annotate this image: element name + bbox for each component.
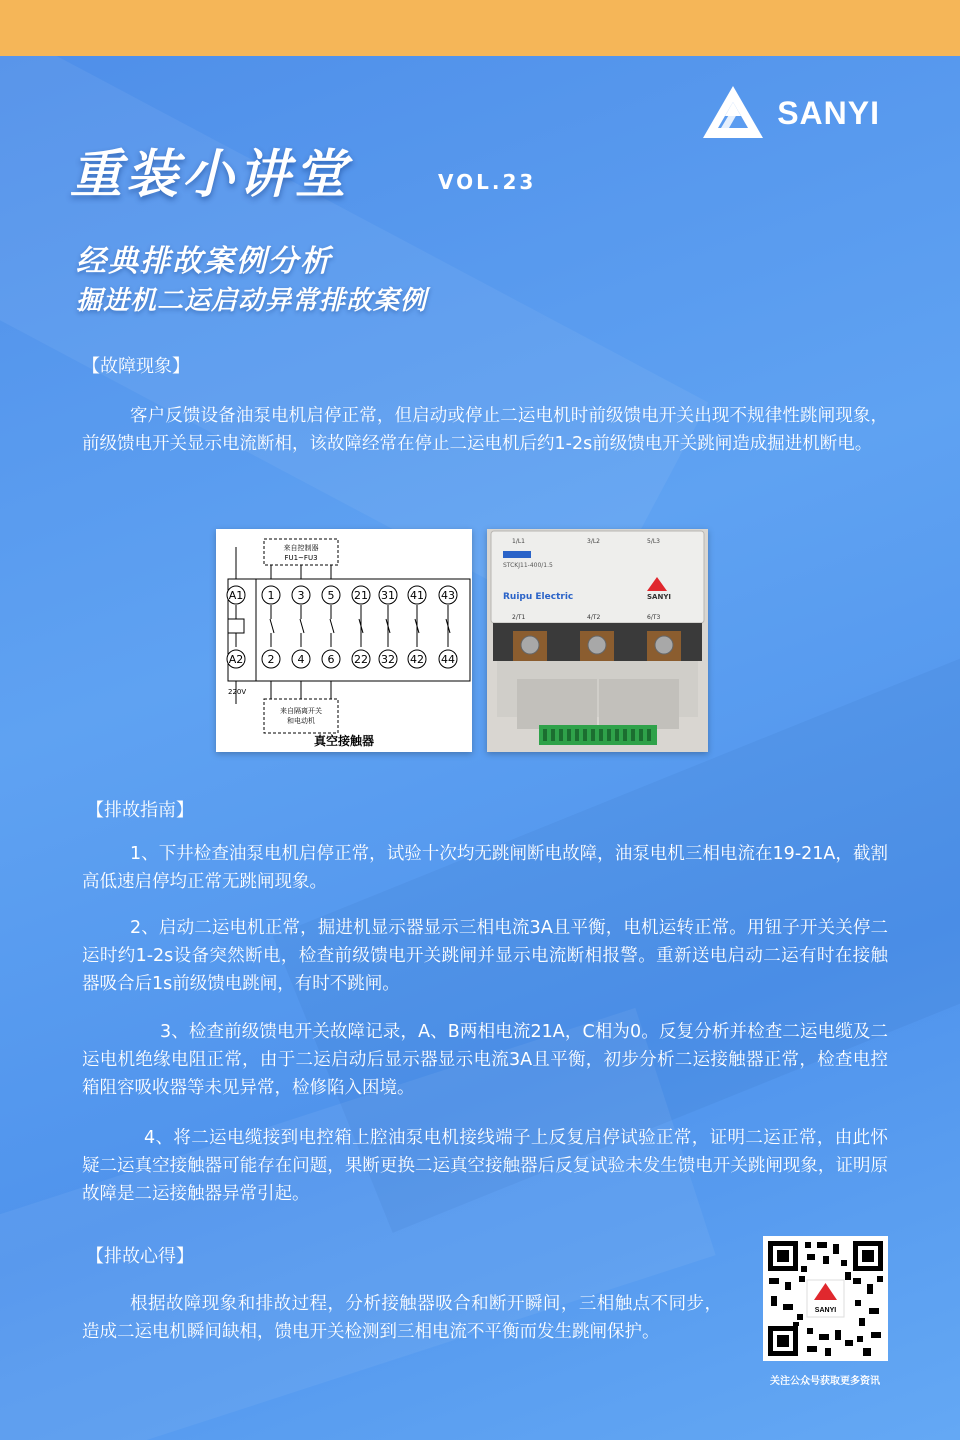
photo-terminal-label: 1/L1 <box>512 538 525 545</box>
photo-logo-text: SANYI <box>647 593 671 601</box>
diagram-bottom-box-line1: 来自隔离开关 <box>280 707 322 715</box>
terminal-label: 4 <box>297 653 305 666</box>
terminal-label: 43 <box>441 589 455 602</box>
photo-terminal-label: 4/T2 <box>587 614 601 621</box>
photo-terminal-label: 5/L3 <box>647 538 660 545</box>
terminal-label: 42 <box>410 653 424 666</box>
terminal-label: 41 <box>410 589 424 602</box>
diagram-top-box-line1: 来自控制器 <box>283 544 319 552</box>
brand-logo <box>701 84 880 142</box>
symptom-paragraph: 客户反馈设备油泵电机启停正常，但启动或停止二运电机时前级馈电开关出现不规律性跳闸现象，前级馈电开关显示电流断相，该故障经常在停止二运电机后约1-2s前级馈电开关跳闸造成掘进机断电。 <box>82 406 888 454</box>
terminal-label: 1 <box>267 589 275 602</box>
qr-code[interactable] <box>763 1236 888 1361</box>
contactor-wiring-diagram <box>216 529 472 752</box>
photo-terminal-label: 6/T3 <box>647 614 661 621</box>
insight-paragraph: 根据故障现象和排故过程，分析接触器吸合和断开瞬间，三相触点不同步，造成二运电机瞬间缺相，馈电开关检测到三相电流不平衡而发生跳闸保护。 <box>82 1294 722 1342</box>
diagram-top-box-line2: FU1~FU3 <box>284 554 318 562</box>
terminal-label: 44 <box>441 653 455 666</box>
diagram-voltage: 220V <box>228 688 247 696</box>
section-heading-insight: 【排故心得】 <box>86 1246 194 1267</box>
terminal-label: 21 <box>354 589 368 602</box>
guide-step-2: 2、启动二运电机正常，掘进机显示器显示三相电流3A且平衡，电机运转正常。用钮子开关关停二运时约1-2s设备突然断电，检查前级馈电开关跳闸并显示电流断相报警。重新送电启动二运有时在接触器吸合后1s前级馈电跳闸，有时不跳闸。 <box>82 918 888 994</box>
wiring-diagram-svg <box>216 529 472 752</box>
qr-logo-text: SANYI <box>814 1307 837 1314</box>
qr-caption: 关注公众号获取更多资讯 <box>770 1376 880 1387</box>
section-heading-guide: 【排故指南】 <box>86 800 194 821</box>
subtitle-category: 经典排故案例分析 <box>76 244 332 279</box>
terminal-label: 31 <box>381 589 395 602</box>
terminal-label: A2 <box>228 653 244 666</box>
photo-terminal-label: 2/T1 <box>512 614 526 621</box>
diagram-bottom-box-line2: 和电动机 <box>287 717 315 725</box>
sanyi-logo-icon <box>701 84 765 142</box>
contactor-photo <box>487 529 708 752</box>
subtitle-case: 掘进机二运启动异常排故案例 <box>76 286 428 316</box>
section-heading-symptom: 【故障现象】 <box>82 356 190 377</box>
terminal-label: A1 <box>228 589 244 602</box>
terminal-label: 5 <box>327 589 335 602</box>
terminal-label: 2 <box>267 653 275 666</box>
terminal-label: 32 <box>381 653 395 666</box>
series-title: 重装小讲堂 <box>70 145 351 205</box>
top-accent-bar <box>0 0 960 56</box>
photo-brand: Ruipu Electric <box>503 592 574 602</box>
contactor-photo-svg <box>487 529 708 752</box>
diagram-caption: 真空接触器 <box>313 734 374 748</box>
photo-model: STCKJ11-400/1.5 <box>503 562 553 569</box>
guide-step-3: 3、检查前级馈电开关故障记录，A、B两相电流21A，C相为0。反复分析并检查二运电缆及二运电机绝缘电阻正常，由于二运启动后显示器显示电流3A且平衡，初步分析二运接触器正常，检查电控箱阻容吸收器等未见异常，检修陷入困境。 <box>82 1022 888 1098</box>
brand-name: SANYI <box>777 94 880 131</box>
guide-step-4: 4、将二运电缆接到电控箱上腔油泵电机接线端子上反复启停试验正常，证明二运正常，由此怀疑二运真空接触器可能存在问题，果断更换二运真空接触器后反复试验未发生馈电开关跳闸现象，证明原故障是二运接触器异常引起。 <box>82 1128 888 1204</box>
volume-label: VOL.23 <box>438 170 537 194</box>
guide-step-1: 1、下井检查油泵电机启停正常，试验十次均无跳闸断电故障，油泵电机三相电流在19-21A，截割高低速启停均正常无跳闸现象。 <box>82 844 888 892</box>
terminal-label: 3 <box>297 589 305 602</box>
photo-terminal-label: 3/L2 <box>587 538 600 545</box>
terminal-label: 6 <box>327 653 335 666</box>
terminal-label: 22 <box>354 653 368 666</box>
qr-code-svg <box>763 1236 888 1361</box>
